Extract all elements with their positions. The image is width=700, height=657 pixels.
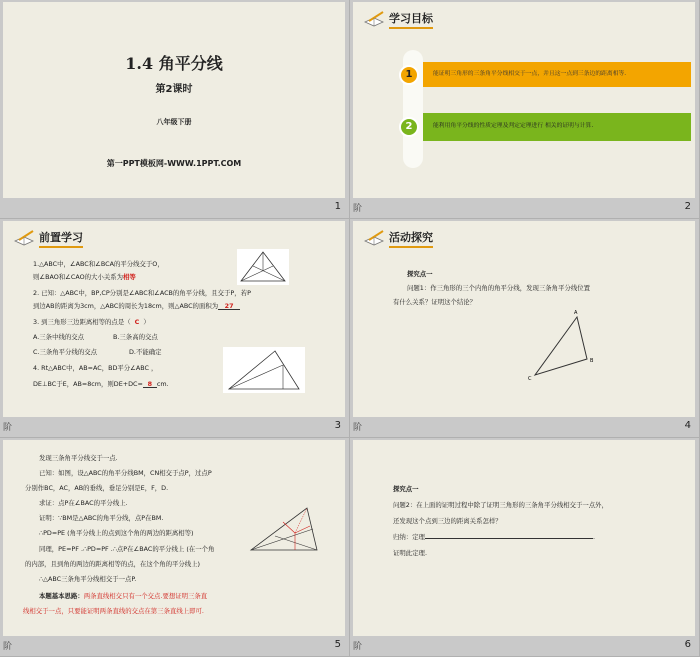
inquiry-point: 探究点一 (393, 485, 419, 493)
slide-mark: 阶 (353, 642, 363, 652)
slide-number: 3 (334, 420, 341, 431)
slide-thumb-5[interactable] (0, 438, 350, 657)
question-1-line-1: 问题1：作三角形的三个内角的角平分线，发现三条角平分线位置 (407, 284, 591, 292)
slide-number: 6 (684, 639, 691, 650)
proof-line-3: 分别作BC，AC，AB的垂线，垂足分别是E，F，D. (25, 484, 169, 492)
proof-line-1: 发现三条角平分线交于一点. (39, 454, 118, 462)
proof-prompt: 证明此定理. (393, 549, 427, 557)
option-c: C.三条角平分线的交点 (33, 348, 98, 356)
thinking-label: 本题基本思路： (39, 592, 84, 600)
vertex-c-label: C (528, 376, 532, 382)
answer-4-unit: cm. (156, 380, 169, 388)
answer-2: 27 (218, 303, 240, 310)
slide-5 (3, 440, 345, 636)
guide-blank (425, 533, 593, 539)
slide-number: 1 (334, 201, 341, 212)
slide-2 (353, 2, 695, 198)
thinking-text: 两条直线相交只有一个交点.要想证明三条直 (83, 592, 208, 600)
slide-number: 2 (684, 201, 691, 212)
header-title: 前置学习 (39, 229, 83, 248)
header-title: 活动探究 (389, 229, 433, 248)
question-2-line-1: 问题2：在上面的证明过程中除了证明三角形的三条角平分线相交于一点外， (393, 501, 608, 509)
slide-mark: 阶 (3, 642, 13, 652)
question-2-text: 到边AB的距离为3cm，△ABC的周长为18cm，则△ABC的面积为 (33, 302, 219, 310)
slide-6 (353, 440, 695, 636)
answer-4: 8 (143, 381, 157, 388)
option-b: B.三条高的交点 (113, 333, 158, 341)
slide-title: 1.4 角平分线 (125, 54, 223, 73)
guide-label: 归纳：定理 (393, 533, 425, 541)
header-title: 学习目标 (389, 10, 433, 29)
question-4-line-2 (33, 381, 169, 388)
slide-thumb-4[interactable] (350, 219, 700, 438)
grade-label: 八年级下册 (156, 118, 192, 126)
question-2-line-2 (33, 303, 240, 310)
slide-thumb-2[interactable] (350, 0, 700, 219)
slide-number: 5 (334, 639, 341, 650)
slide-number: 4 (684, 420, 691, 431)
triangle-figure-2 (223, 347, 305, 393)
proof-line-2: 已知：如图，设△ABC的角平分线BM，CN相交于点P，过点P (39, 469, 212, 477)
answer-1: 相等 (123, 273, 136, 281)
proof-line-8: 的内部，且到角的两边的距离相等的点，在这个角的平分线上) (25, 560, 201, 568)
question-1-line-2 (33, 274, 136, 280)
question-1-text: 则∠BAO和∠CAO的大小关系为 (33, 273, 124, 281)
slide-3 (3, 221, 345, 417)
book-pencil-icon (363, 229, 387, 247)
proof-line-4: 求证：点P在∠BAC的平分线上. (39, 499, 128, 507)
proof-line-9: ∴△ABC三条角平分线相交于一点P. (39, 575, 137, 583)
book-pencil-icon (13, 229, 37, 247)
slide-4 (353, 221, 695, 417)
vertex-b-label: B (590, 358, 594, 364)
slide-thumb-3[interactable] (0, 219, 350, 438)
site-label: 第一PPT模板网-WWW.1PPT.COM (106, 159, 242, 168)
angle-bisector-figure (247, 500, 325, 556)
slide-header (363, 8, 433, 30)
question-1-line-2: 有什么关系？证明这个结论？ (393, 298, 477, 306)
slide-thumb-6[interactable] (350, 438, 700, 657)
answer-3: C (134, 318, 140, 326)
question-4-line-1: 4. Rt△ABC中，AB=AC，BD平分∠ABC ， (33, 364, 158, 372)
thinking-line-2: 线相交于一点，只要能证明两条直线的交点在第三条直线上即可. (23, 607, 204, 615)
question-3-text: 3. 到三角形三边距离相等的点是（ (33, 318, 131, 326)
question-3 (33, 319, 150, 325)
triangle-figure (525, 307, 605, 387)
slide-thumb-1[interactable] (0, 0, 350, 219)
slide-header (363, 227, 433, 249)
vertex-a-label: A (574, 310, 578, 316)
goal-2-text: 能利用角平分线的性质定理及判定定理进行 相关的证明与计算. (433, 123, 594, 129)
slide-mark: 阶 (353, 204, 363, 214)
goal-1-number: 1 (399, 65, 419, 85)
proof-line-6: ∴PD=PE (角平分线上的点到这个角的两边的距离相等) (39, 529, 194, 537)
option-a: A.三条中线的交点 (33, 333, 85, 341)
option-d: D.不能确定 (129, 348, 162, 356)
question-3-end: ） (143, 318, 150, 326)
proof-line-7: 同理，PE=PF .∴PD=PF .∴点P在∠BAC的平分线上 (在一个角 (39, 545, 215, 553)
question-2-line-1: 2. 已知：△ABC中，BP,CP分别是∠ABC和∠ACB的角平分线，且交于P，若P (33, 289, 251, 297)
guide-line: 归纳：定理 . (393, 533, 595, 541)
proof-line-5: 证明：∵BM是△ABC的角平分线，点P在BM. (39, 514, 164, 522)
thinking-line-1 (39, 593, 207, 599)
book-pencil-icon (363, 10, 387, 28)
goal-1-text: 能证明三角形的三条角平分线相交于一点，并且这一点到三条边的距离相等. (433, 71, 627, 77)
inquiry-point: 探究点一 (407, 270, 433, 278)
question-2-line-2: 还发现这个点到三边的距离关系怎样？ (393, 517, 502, 525)
slide-1 (3, 2, 345, 198)
triangle-figure-1 (237, 249, 289, 285)
slide-mark: 阶 (3, 423, 13, 433)
slide-header (13, 227, 83, 249)
slide-mark: 阶 (353, 423, 363, 433)
question-1-line-1: 1.△ABC中，∠ABC和∠BCA的平分线交于O， (33, 260, 164, 268)
slide-subtitle: 第2课时 (155, 84, 193, 95)
goal-2-number: 2 (399, 117, 419, 137)
question-4-text: DE⊥BC于E，AB=8cm，则DE+DC= (33, 380, 143, 388)
